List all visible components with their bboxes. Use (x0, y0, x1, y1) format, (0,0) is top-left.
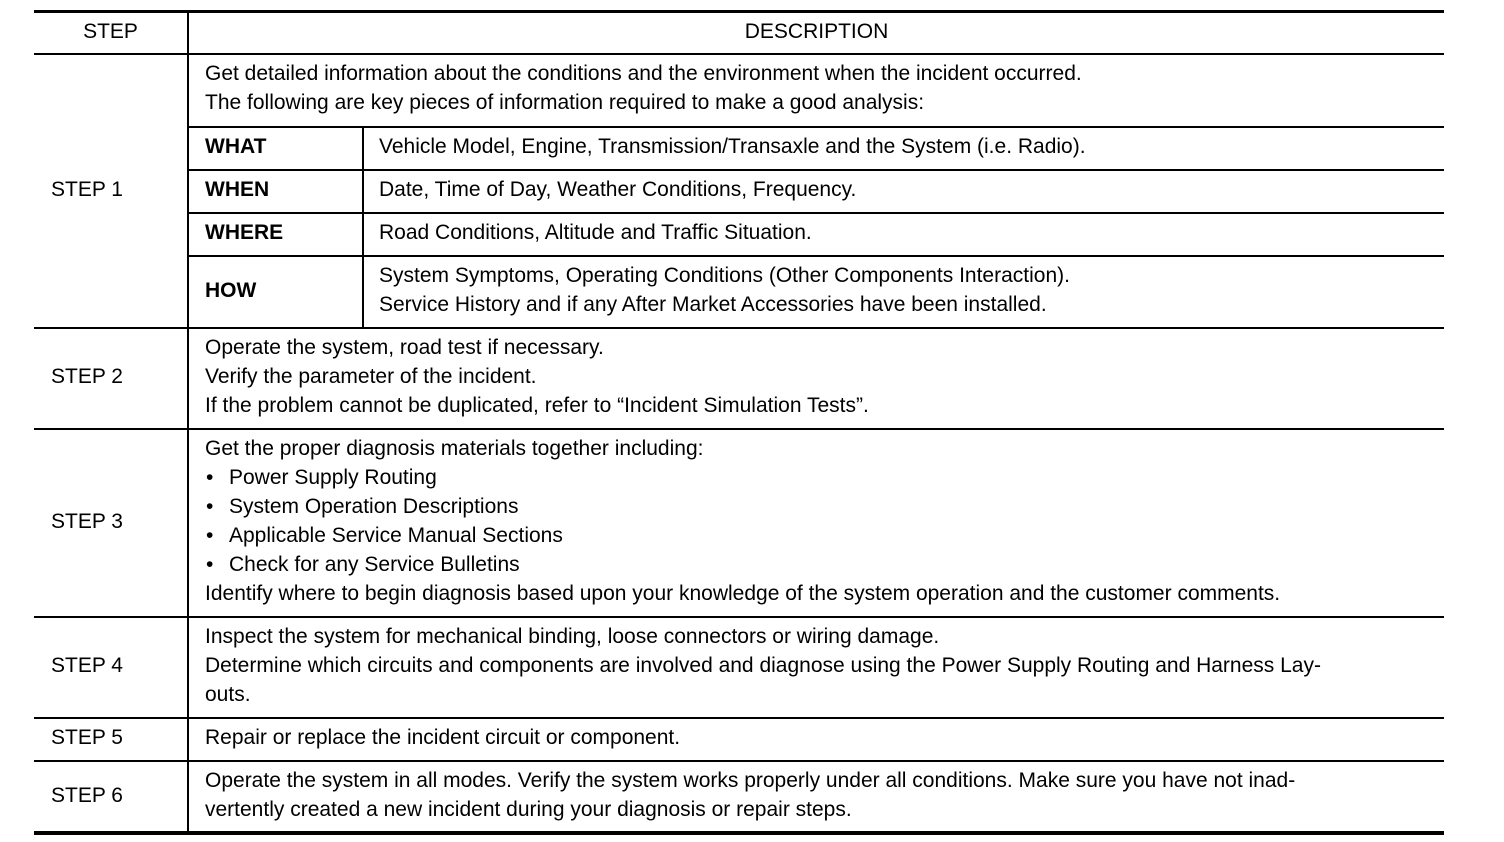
bullet-glyph: • (206, 553, 214, 576)
step3-label: STEP 3 (51, 510, 123, 533)
step5-label: STEP 5 (51, 726, 123, 749)
column-divider (187, 10, 189, 834)
step5-bottom-rule (34, 760, 1444, 762)
step3-bullet-2: System Operation Descriptions (229, 495, 519, 518)
step2-line-1: Operate the system, road test if necessary. (205, 336, 604, 359)
step2-bottom-rule (34, 428, 1444, 430)
step4-line-3: outs. (205, 683, 251, 706)
bullet-glyph: • (206, 466, 214, 489)
step5-line-1: Repair or replace the incident circuit or component. (205, 726, 681, 749)
header-step: STEP (83, 20, 138, 43)
step3-bullet-3: Applicable Service Manual Sections (229, 524, 563, 547)
step1-intro-rule (188, 126, 1444, 128)
step6-label: STEP 6 (51, 784, 123, 807)
step1-where-rule (188, 255, 1444, 257)
step6-line-1: Operate the system in all modes. Verify the system works properly under all conditions. Make sure you have not inad- (205, 769, 1296, 792)
step2-line-2: Verify the parameter of the incident. (205, 365, 537, 388)
step6-line-2: vertently created a new incident during your diagnosis or repair steps. (205, 798, 852, 821)
step4-label: STEP 4 (51, 654, 123, 677)
step1-what-rule (188, 169, 1444, 171)
when-value: Date, Time of Day, Weather Conditions, Frequency. (379, 178, 857, 201)
what-value: Vehicle Model, Engine, Transmission/Transaxle and the System (i.e. Radio). (379, 135, 1086, 158)
step3-bullet-1: Power Supply Routing (229, 466, 437, 489)
table-bottom-border (34, 831, 1444, 835)
step1-label: STEP 1 (51, 178, 123, 201)
step1-when-rule (188, 212, 1444, 214)
how-key: HOW (205, 279, 257, 302)
step1-intro-line-2: The following are key pieces of information required to make a good analysis: (205, 91, 925, 114)
step3-outro: Identify where to begin diagnosis based upon your knowledge of the system operation and the customer comments. (205, 582, 1281, 605)
step2-line-3: If the problem cannot be duplicated, refer to “Incident Simulation Tests”. (205, 394, 869, 417)
header-bottom-rule (34, 53, 1444, 55)
step1-intro-line-1: Get detailed information about the conditions and the environment when the incident occurred. (205, 62, 1082, 85)
step2-label: STEP 2 (51, 365, 123, 388)
table-top-border (34, 10, 1444, 13)
step1-bottom-rule (34, 327, 1444, 329)
header-description: DESCRIPTION (744, 20, 889, 43)
step4-line-1: Inspect the system for mechanical binding, loose connectors or wiring damage. (205, 625, 940, 648)
step4-bottom-rule (34, 717, 1444, 719)
where-value: Road Conditions, Altitude and Traffic Situation. (379, 221, 812, 244)
step3-bullet-4: Check for any Service Bulletins (229, 553, 520, 576)
where-key: WHERE (205, 221, 284, 244)
how-value-line-1: System Symptoms, Operating Conditions (Other Components Interaction). (379, 264, 1070, 287)
how-value-line-2: Service History and if any After Market Accessories have been installed. (379, 293, 1047, 316)
step1-subcolumn-divider (362, 126, 364, 328)
bullet-glyph: • (206, 495, 214, 518)
step3-bottom-rule (34, 616, 1444, 618)
what-key: WHAT (205, 135, 267, 158)
when-key: WHEN (205, 178, 270, 201)
step4-line-2: Determine which circuits and components are involved and diagnose using the Power Supply Routing and Harness Lay- (205, 654, 1321, 677)
bullet-glyph: • (206, 524, 214, 547)
step3-intro: Get the proper diagnosis materials together including: (205, 437, 704, 460)
